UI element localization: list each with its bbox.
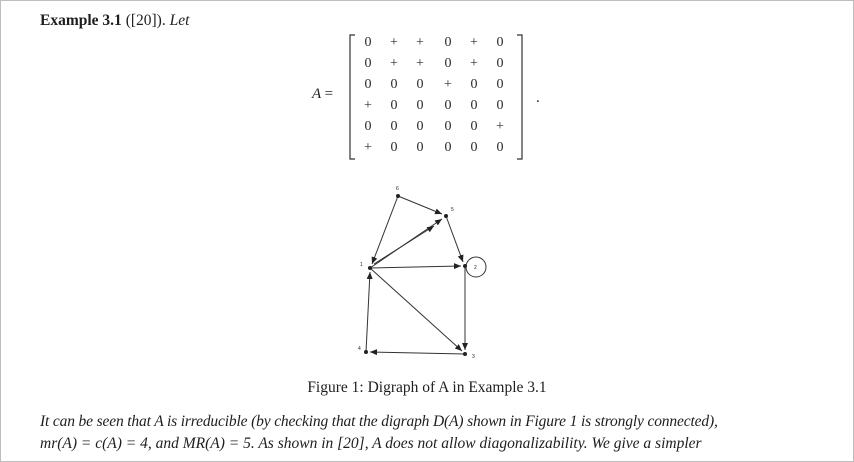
matrix-entry: +: [470, 56, 478, 71]
node-5: [444, 214, 448, 218]
matrix-entry: 0: [496, 56, 504, 71]
node-label-3: 3: [472, 354, 475, 360]
edge-1-5b: [374, 226, 434, 264]
example-label: Example 3.1: [40, 12, 122, 29]
node-label-5: 5: [451, 207, 454, 213]
matrix-entry: 0: [444, 56, 452, 71]
matrix-entry: 0: [416, 98, 424, 113]
matrix-entry: 0: [390, 98, 398, 113]
example-heading: [40, 12, 189, 30]
node-label-2: 2: [474, 265, 477, 271]
matrix-entry: 0: [390, 140, 398, 155]
matrix-entry: 0: [364, 119, 372, 134]
matrix-period: .: [536, 90, 540, 106]
body-text-line-2: mr(A) = c(A) = 4, and MR(A) = 5. As shown in [20], A does not allow diagonalizability. We give a simpler: [40, 435, 702, 452]
matrix-entry: 0: [390, 119, 398, 134]
matrix-entry: +: [364, 140, 372, 155]
edge-4-1: [366, 272, 370, 352]
matrix-entry: +: [496, 119, 504, 134]
node-6: [396, 194, 400, 198]
matrix-entry: +: [416, 35, 424, 50]
node-label-4: 4: [358, 346, 361, 352]
example-lead: Let: [169, 12, 190, 29]
edge-3-4: [370, 352, 465, 354]
matrix-entry: 0: [364, 56, 372, 71]
matrix-entry: 0: [470, 77, 478, 92]
edge-6-5: [398, 196, 442, 214]
edge-5-2: [446, 216, 463, 262]
matrix-entry: 0: [390, 77, 398, 92]
matrix-entry: +: [390, 35, 398, 50]
node-label-6: 6: [396, 186, 399, 192]
node-label-1: 1: [360, 262, 363, 268]
matrix-entry: 0: [496, 140, 504, 155]
matrix-label: [312, 86, 333, 103]
sign-pattern-matrix: [348, 33, 524, 161]
node-2: [463, 264, 467, 268]
matrix-entry: 0: [470, 140, 478, 155]
matrix-entry: 0: [416, 119, 424, 134]
digraph-figure: [330, 180, 520, 370]
node-4: [364, 350, 368, 354]
matrix-entry: +: [444, 77, 452, 92]
matrix-entry: 0: [444, 140, 452, 155]
matrix-entry: 0: [470, 98, 478, 113]
matrix-entry: 0: [416, 77, 424, 92]
matrix-entry: 0: [364, 77, 372, 92]
node-1: [368, 266, 372, 270]
matrix-entry: 0: [444, 35, 452, 50]
edge-1-2: [370, 266, 461, 268]
matrix-entry: +: [390, 56, 398, 71]
matrix-entry: 0: [416, 140, 424, 155]
matrix-entry: 0: [444, 119, 452, 134]
matrix-entry: 0: [364, 35, 372, 50]
example-reference: ([20]).: [125, 12, 166, 29]
matrix-entry: +: [470, 35, 478, 50]
body-text-line-1: It can be seen that A is irreducible (by checking that the digraph D(A) shown in Figure 1 is strongly connected),: [40, 413, 718, 430]
edge-6-1: [372, 196, 398, 264]
matrix-entry: 0: [496, 35, 504, 50]
matrix-entry: 0: [496, 77, 504, 92]
matrix-entry: 0: [444, 98, 452, 113]
matrix-equals: =: [324, 86, 334, 102]
edge-1-3: [370, 268, 462, 351]
matrix-entry: 0: [496, 98, 504, 113]
matrix-entry: +: [416, 56, 424, 71]
node-3: [463, 352, 467, 356]
matrix-symbol: A: [312, 86, 321, 102]
matrix-entry: 0: [470, 119, 478, 134]
matrix-entry: +: [364, 98, 372, 113]
figure-caption: Figure 1: Digraph of A in Example 3.1: [307, 379, 547, 396]
